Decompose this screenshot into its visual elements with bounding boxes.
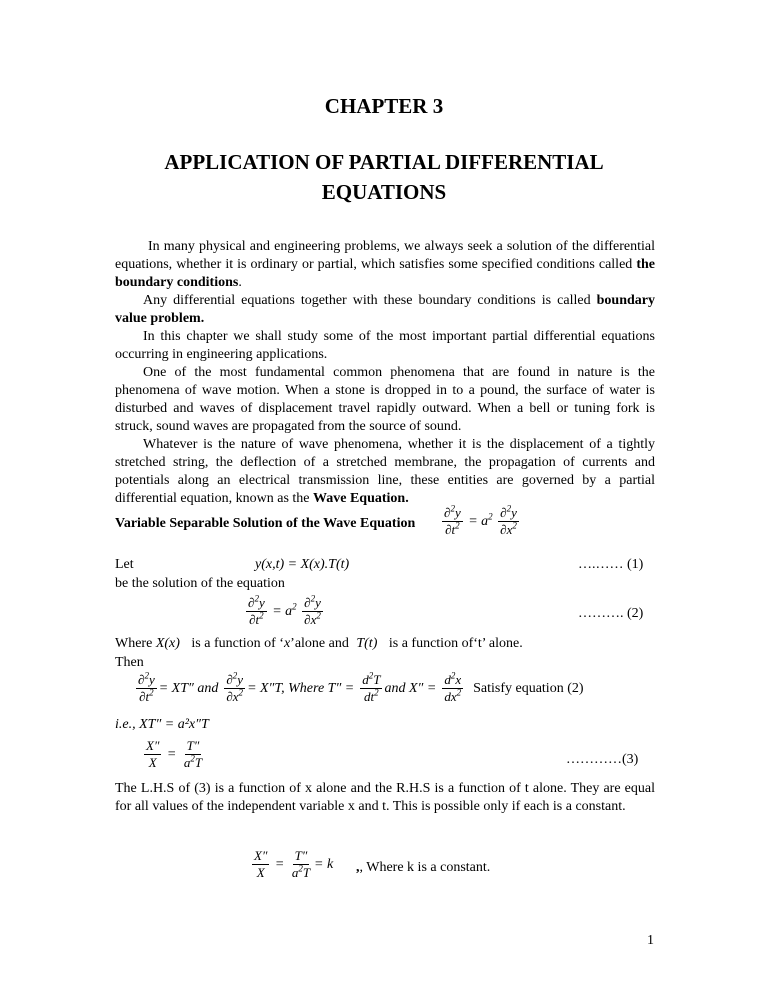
intro-paragraphs — [115, 238, 655, 508]
where-k-text: ,, Where k is a constant. — [356, 860, 491, 875]
wave-equation-heading-eq: $\frac{\partial^2y}{\partial t^2}$ = $a^2$ $\frac{\partial^2y}{\partial x^2}$ — [444, 503, 517, 537]
k-equation: $\frac{X''}{X}$ = $\frac{T''}{a^2T}$ = k — [254, 848, 334, 880]
chapter-number: CHAPTER 3 — [324, 94, 444, 118]
then-label: Then — [115, 655, 144, 670]
equation-2-label: ………. (2) — [578, 606, 644, 621]
wave-equation-term: Wave Equation. — [313, 491, 409, 506]
be-solution-text: be the solution of the equation — [115, 576, 285, 591]
equation-3: $\frac{X''}{X}$ = $\frac{T''}{a^2T}$ — [146, 738, 203, 770]
boundary-value-problem-term: boundary value problem. — [115, 293, 655, 326]
title-line-1: APPLICATION OF PARTIAL DIFFERENTIAL — [164, 150, 604, 174]
let-label: Let — [115, 557, 134, 572]
paragraph-6-block — [115, 780, 655, 816]
equation-3-label: …………(3) — [566, 752, 639, 767]
equation-2: $\frac{\partial^2y}{\partial t^2}$ = $a^2$ $\frac{\partial^2y}{\partial x^2}$ — [248, 593, 321, 627]
page-number: 1 — [647, 933, 654, 948]
where-line: Where X(x) is a function of ‘x’alone and T(t) is a function of‘t’ alone. — [115, 636, 523, 651]
title-line-2: EQUATIONS — [321, 180, 447, 204]
boundary-conditions-term: the boundary conditions — [115, 257, 655, 290]
equation-1-label: ….…… (1) — [578, 557, 644, 572]
chapter-title — [0, 147, 768, 207]
paragraph-5: Whatever is the nature of wave phenomena, whether it is the displacement of a tightly stretched string, the deflection of a stretched membrane, the propagation of currents and potentials along an electrical transmission line, these entities are governed by a partial differential equation, known as the Wave Equation. — [115, 437, 655, 506]
paragraph-4: One of the most fundamental common phenomena that are found in nature is the phenomena of wave motion. When a stone is dropped in to a pound, the surface of water is disturbed and waves of displacement travel rapidly outward. When a bell or tuning fork is struck, sound waves are propagated from the source of sound. — [115, 365, 655, 434]
equation-1: y(x,t) = X(x).T(t) — [255, 557, 350, 572]
ie-equation: i.e., XT″ = a²x″T — [115, 717, 209, 732]
then-equation: $\frac{\partial^2y}{\partial t^2}$ = XT″ and $\frac{\partial^2y}{\partial x^2}$ = X″T, Where T″ = $\frac{d^2T}{dt^2}$ and X″ = $\frac{d^2x}{dx^2}$ Satisfy equation (2) — [138, 670, 584, 704]
paragraph-3: In this chapter we shall study some of the most important partial differential equations occurring in engineering applications. — [115, 329, 655, 362]
paragraph-1: In many physical and engineering problems, we always seek a solution of the differential equations, whether it is ordinary or partial, which satisfies some specified conditions called the boundary conditions. — [115, 239, 655, 290]
paragraph-6: The L.H.S of (3) is a function of x alone and the R.H.S is a function of t alone. They are equal for all values of the independent variable x and t. This is possible only if each is a constant. — [115, 781, 655, 814]
section-heading: Variable Separable Solution of the Wave Equation — [115, 516, 416, 531]
paragraph-2: Any differential equations together with these boundary conditions is called boundary value problem. — [115, 293, 655, 326]
